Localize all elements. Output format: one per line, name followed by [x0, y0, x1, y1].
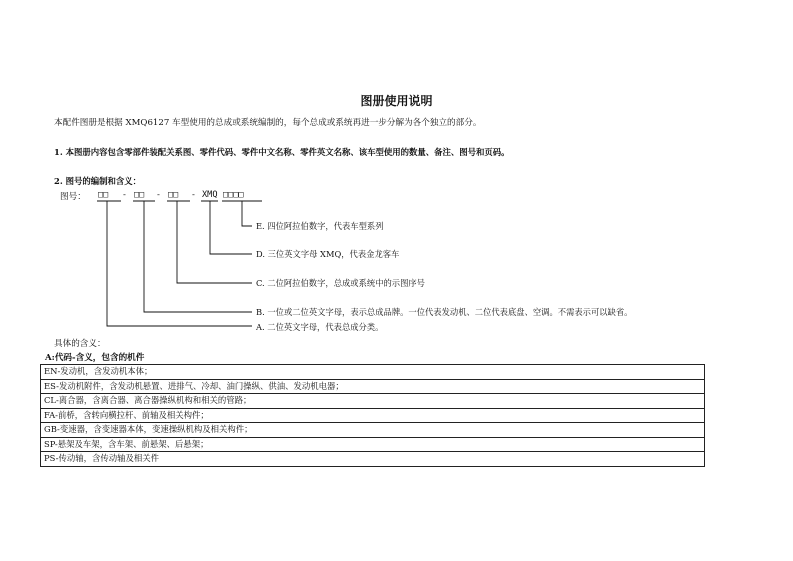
table-cell: PS-传动轴，含传动轴及相关件 [41, 452, 705, 467]
table-row [41, 452, 705, 467]
code-separator: - [192, 190, 195, 200]
table-row [41, 379, 705, 394]
section-title: A:代码-含义，包含的机件 [45, 353, 145, 363]
table-row [41, 437, 705, 452]
description-e: E. 四位阿拉伯数字，代表车型系列 [256, 221, 384, 231]
table-cell: GB-变速器，含变速器本体，变速操纵机构及相关构件； [41, 423, 705, 438]
code-part-b: □□ [134, 190, 145, 200]
code-part-a: □□ [98, 190, 109, 200]
description-b: B. 一位或二位英文字母，表示总成品牌。一位代表发动机、二位代表底盘、空调。不需表示可以缺省。 [256, 307, 633, 317]
table-cell: FA-前桥，含转向横拉杆、前轴及相关构件； [41, 408, 705, 423]
table-cell: ES-发动机附件，含发动机悬置、进排气、冷却、油门操纵、供油、发动机电器； [41, 379, 705, 394]
item-1-contents: 1. 本图册内容包含零部件装配关系图、零件代码、零件中文名称、零件英文名称、该车型使用的数量、备注、图号和页码。 [54, 147, 510, 157]
code-label: 图号： [60, 192, 86, 202]
code-part-d: XMQ [202, 190, 218, 200]
meaning-label: 具体的含义： [54, 339, 106, 349]
description-a: A. 二位英文字母，代表总成分类。 [256, 322, 384, 332]
item-2-heading: 2. 图号的编制和含义： [54, 176, 142, 186]
table-row [41, 408, 705, 423]
description-c: C. 二位阿拉伯数字，总成或系统中的示图序号 [256, 278, 425, 288]
code-separator: - [157, 190, 160, 200]
code-part-e: □□□□ [223, 190, 244, 200]
table-row [41, 365, 705, 380]
code-table [40, 364, 705, 467]
code-separator: - [123, 190, 126, 200]
table-cell: EN-发动机，含发动机本体； [41, 365, 705, 380]
page-title: 图册使用说明 [360, 94, 433, 108]
description-d: D. 三位英文字母 XMQ，代表金龙客车 [256, 249, 400, 259]
intro-paragraph: 本配件图册是根据 XMQ6127 车型使用的总成或系统编制的，每个总成或系统再进一步分解为各个独立的部分。 [54, 118, 482, 128]
table-cell: SP-悬架及车架，含车架、前悬架、后悬架； [41, 437, 705, 452]
table-row [41, 423, 705, 438]
table-cell: CL-离合器，含离合器、离合器操纵机构和相关的管路； [41, 394, 705, 409]
code-part-c: □□ [168, 190, 179, 200]
table-row [41, 394, 705, 409]
